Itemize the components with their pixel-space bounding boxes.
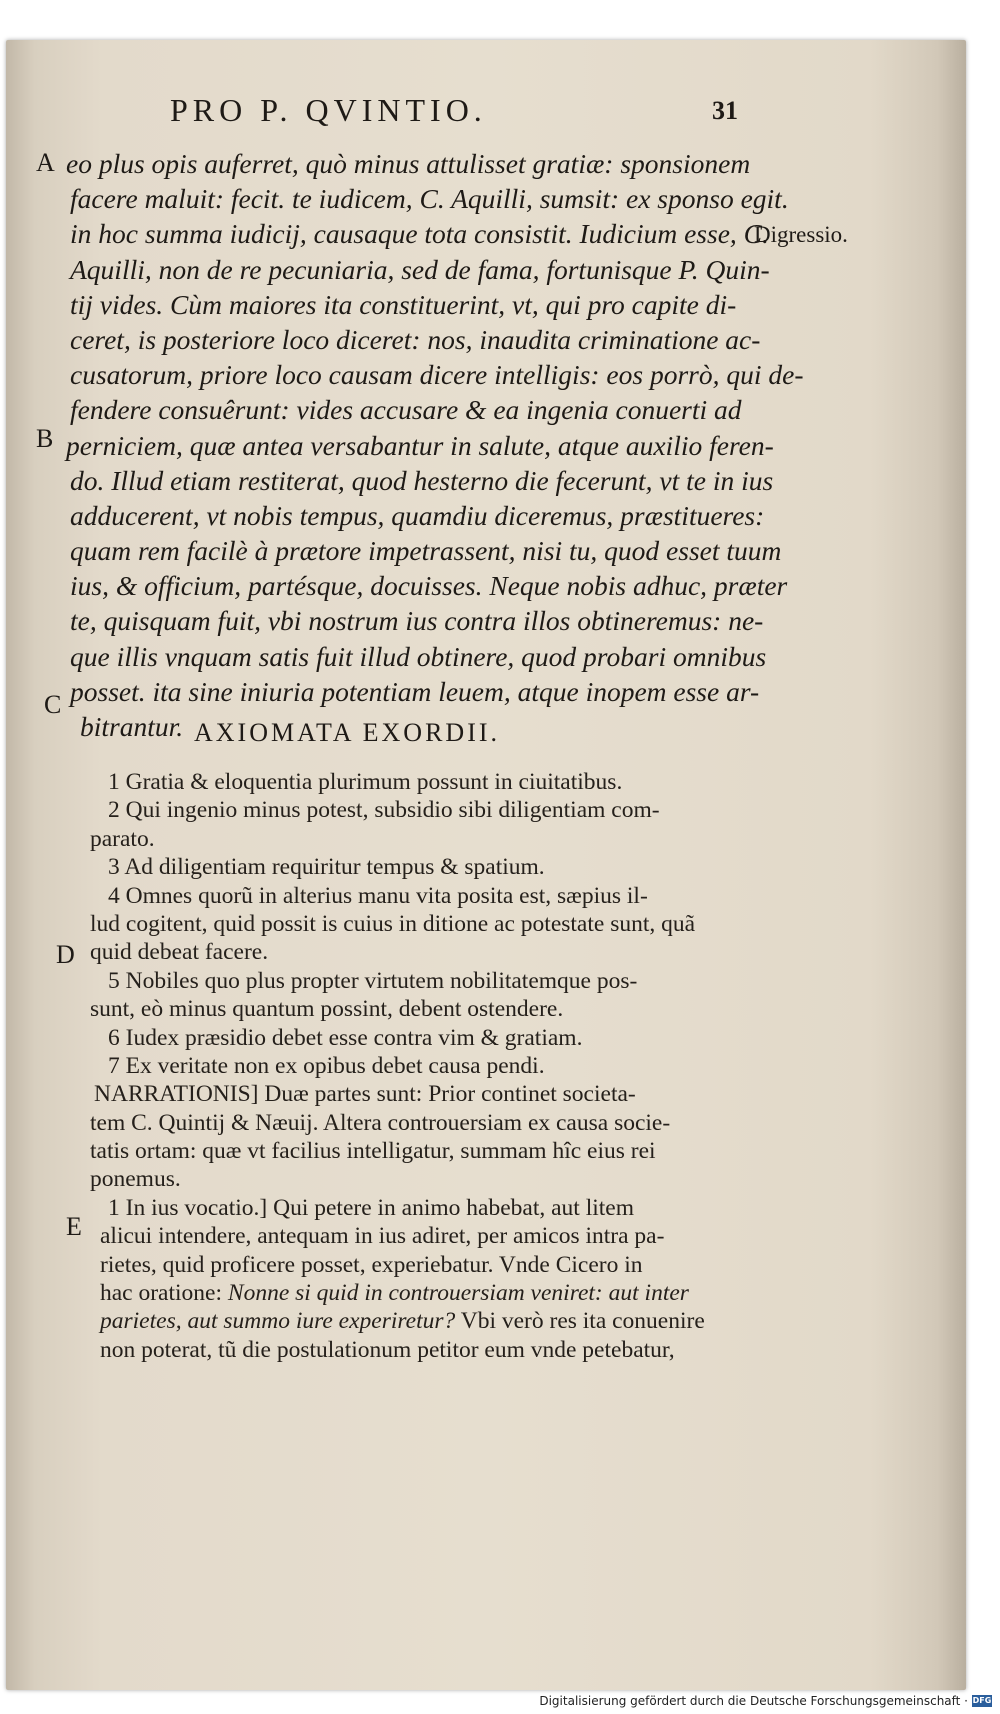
commentary-line: rietes, quid proficere posset, experiebatur. Vnde Cicero in (100, 1251, 643, 1278)
margin-letter-c: C (44, 690, 62, 719)
text-line: ius, & officium, partésque, docuisses. Neque nobis adhuc, præter (70, 570, 788, 602)
text-line: do. Illud etiam restiterat, quod hesterno die fecerunt, vt te in ius (70, 464, 774, 496)
footer-credit-text: Digitalisierung gefördert durch die Deutsche Forschungsgemeinschaft · (539, 1694, 968, 1708)
commentary-quote: Nonne si quid in controuersiam veniret: aut inter (227, 1280, 689, 1307)
commentary-quote: parietes, aut summo iure experiretur? (100, 1308, 456, 1335)
text-line: ceret, is posteriore loco diceret: nos, inaudita criminatione ac- (70, 323, 761, 355)
axiom-line: lud cogitent, quid possit is cuius in ditione ac potestate sunt, quã (90, 910, 696, 937)
narratio-line: tatis ortam: quæ vt facilius intelligatur, summam hîc eius rei (90, 1138, 656, 1165)
narratio-line: NARRATIONIS] Duæ partes sunt: Prior continet societa- (94, 1081, 636, 1108)
axiom-line: parato. (90, 825, 155, 852)
text-line: Aquilli, non de re pecuniaria, sed de fama, fortunisque P. Quin- (70, 253, 770, 285)
text-line: que illis vnquam satis fuit illud obtinere, quod probari omnibus (70, 640, 767, 672)
axiom-line: 4 Omnes quorũ in alterius manu vita posita est, sæpius il- (108, 882, 648, 909)
commentary-line (90, 1307, 770, 1335)
axiom-line: 1 Gratia & eloquentia plurimum possunt in ciuitatibus. (108, 769, 623, 795)
text-line: bitrantur. (80, 711, 184, 742)
margin-note-digressio: Digressio. (754, 222, 848, 247)
axiom-line: 5 Nobiles quo plus propter virtutem nobilitatemque pos- (108, 967, 638, 994)
text-line: in hoc summa iudicij, causaque tota consistit. Iudicium esse, C. (70, 218, 769, 250)
commentary-line: non poterat, tũ die postulationum petitor eum vnde petebatur, (100, 1336, 675, 1363)
axiom-line: 2 Qui ingenio minus potest, subsidio sibi diligentiam com- (108, 797, 660, 824)
text-line: fendere consuêrunt: vides accusare & ea ingenia conuerti ad (70, 394, 742, 426)
commentary-roman: hac oratione: (100, 1280, 228, 1307)
text-line: quam rem facilè à prætore impetrassent, nisi tu, quod esset tuum (70, 535, 782, 567)
margin-letter-d: D (56, 940, 75, 969)
commentary-line: alicui intendere, antequam in ius adiret, per amicos intra pa- (100, 1223, 665, 1250)
narratio-line: tem C. Quintij & Næuij. Altera controuersiam ex causa socie- (90, 1109, 671, 1136)
dfg-logo: DFG (972, 1696, 992, 1705)
axiom-line: 3 Ad diligentiam requiritur tempus & spatium. (108, 854, 545, 881)
axiom-line: quid debeat facere. (90, 939, 269, 966)
text-line: adducerent, vt nobis tempus, quamdiu diceremus, præstitueres: (70, 499, 765, 531)
axiom-line: sunt, eò minus quantum possint, debent ostendere. (90, 996, 564, 1023)
margin-letter-a: A (36, 148, 55, 177)
footer-credit (539, 1694, 992, 1708)
text-line: tij vides. Cùm maiores ita constituerint, vt, qui pro capite di- (70, 288, 737, 320)
axiom-line: 7 Ex veritate non ex opibus debet causa pendi. (108, 1052, 545, 1079)
text-line: posset. ita sine iniuria potentiam leuem, atque inopem esse ar- (70, 675, 760, 707)
text-line: facere maluit: fecit. te iudicem, C. Aquilli, sumsit: ex sponso egit. (70, 183, 789, 215)
commentary-line: 1 In ius vocatio.] Qui petere in animo habebat, aut litem (108, 1194, 634, 1221)
narratio-line: ponemus. (90, 1166, 181, 1193)
margin-letter-b: B (36, 424, 54, 453)
text-line: perniciem, quæ antea versabantur in salute, atque auxilio feren- (66, 429, 774, 461)
axiom-line: 6 Iudex præsidio debet esse contra vim & gratiam. (108, 1024, 583, 1051)
section-title: AXIOMATA EXORDII. (194, 718, 501, 747)
running-head: PRO P. QVINTIO. (170, 92, 487, 128)
margin-letter-e: E (66, 1212, 82, 1241)
commentary-line (90, 1279, 770, 1307)
text-line: cusatorum, priore loco causam dicere intelligis: eos porrò, qui de- (70, 359, 804, 391)
axioms-and-notes (90, 768, 770, 1364)
folio-number: 31 (712, 96, 738, 125)
text-line: te, quisquam fuit, vbi nostrum ius contra illos obtineremus: ne- (70, 605, 764, 637)
commentary-roman: Vbi verò res ita conuenire (455, 1308, 705, 1335)
text-line: eo plus opis auferret, quò minus attulisset gratiæ: sponsionem (66, 148, 751, 179)
